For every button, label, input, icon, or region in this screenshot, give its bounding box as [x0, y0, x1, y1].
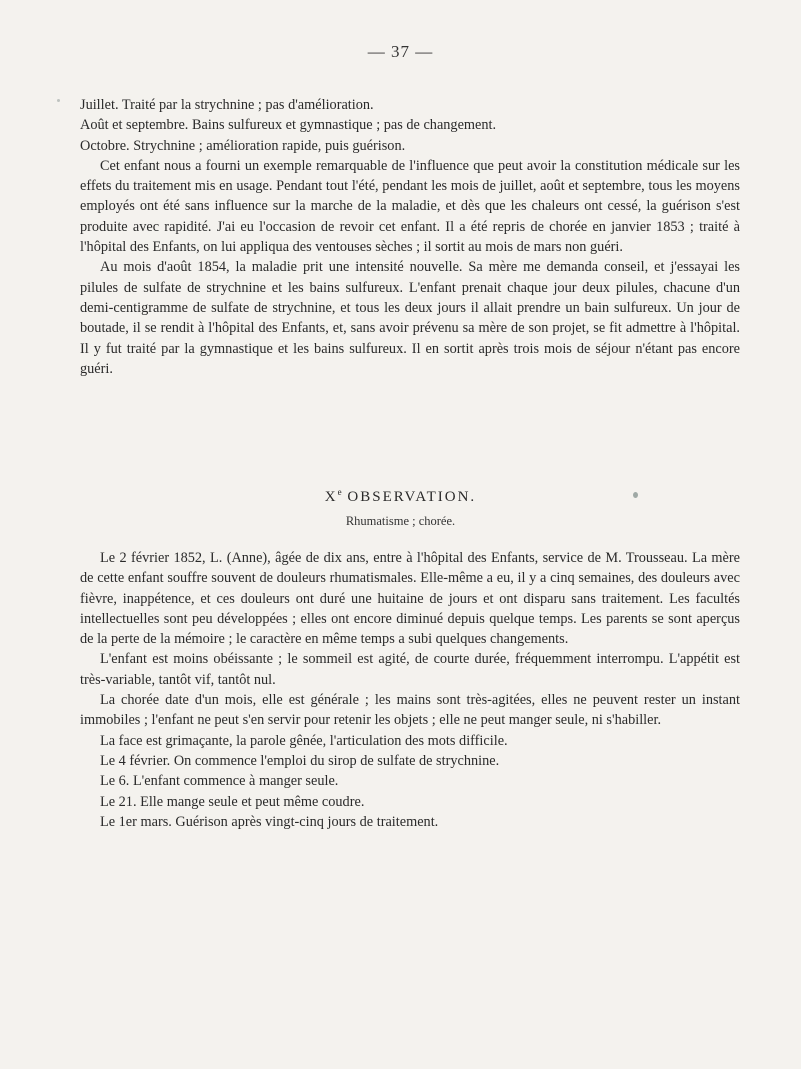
paragraph-aout-1854: Au mois d'août 1854, la maladie prit une intensité nouvelle. Sa mère me demanda conseil, et j'essayai les pilules de sulfate de strychnine et les bains sulfureux. L'enfant prenait chaque jour deux pilules, chacune d'un demi-centigramme de sulfate de strychnine, et tous les deux jours il allait prendre un bain sulfureux. Un jour de boutade, il se rendit à l'hôpital des Enfants, et, sans avoir prévenu sa mère de son projet, se fit admettre à l'hôpital. Il y fut traité par la gymnastique et les bains sulfureux. Il en sortit après trois mois de séjour n'étant pas encore guéri.	[80, 259, 740, 377]
observation-numeral-sup: e	[337, 487, 342, 497]
observation-title	[0, 487, 801, 506]
paragraph-sommeil: L'enfant est moins obéissante ; le sommeil est agité, de courte durée, fréquemment interrompu. L'appétit est très-variable, tantôt vif, tantôt nul.	[80, 651, 740, 688]
paragraph-juillet: Juillet. Traité par la strychnine ; pas d'amélioration.	[80, 97, 374, 113]
paragraph-6: Le 6. L'enfant commence à manger seule.	[100, 773, 339, 790]
paragraph-aout-septembre: Août et septembre. Bains sulfureux et gymnastique ; pas de changement.	[80, 117, 497, 134]
paragraph-admission: Le 2 février 1852, L. (Anne), âgée de dix ans, entre à l'hôpital des Enfants, service de M. Trousseau. La mère de cette enfant souffre souvent de douleurs rhumatismales. Elle-même a eu, il y a cinq semaines, des douleurs avec fièvre, inappétence, et ces douleurs ont duré une huitaine de jours et ont disparu sans traitement. Les facultés intellectuelles sont peu développées ; elles ont encore diminué depuis quelque temps. Les parents se sont aperçus de la perte de la mémoire ; le caractère en même temps a subi quelques changements.	[80, 550, 740, 648]
case-notes-top	[80, 95, 740, 379]
observation-numeral: X	[324, 489, 338, 505]
paragraph-face: La face est grimaçante, la parole gênée, l'articulation des mots difficile.	[100, 732, 508, 749]
paragraph-4-fevrier: Le 4 février. On commence l'emploi du sirop de sulfate de strychnine.	[100, 752, 500, 769]
page-number: — 37 —	[367, 42, 434, 61]
paragraph-constitution-medicale: Cet enfant nous a fourni un exemple remarquable de l'influence que peut avoir la constitution médicale sur les effets du traitement mis en usage. Pendant tout l'été, pendant les mois de juillet, août et septembre, tous les moyens employés ont été sans influence sur la marche de la maladie, et dès que les chaleurs ont cessé, la guérison s'est produite avec rapidité. J'ai eu l'occasion de revoir cet enfant. Il a été repris de chorée en janvier 1853 ; traité à l'hôpital des Enfants, on lui appliqua des ventouses sèches ; il sortit au mois de mars non guéri.	[80, 157, 740, 256]
paragraph-choree: La chorée date d'un mois, elle est générale ; les mains sont très-agitées, elles ne peuvent rester un instant immobiles ; l'enfant ne peut s'en servir pour retenir les objets ; elle ne peut manger seule, ni s'habiller.	[80, 692, 740, 729]
paragraph-21: Le 21. Elle mange seule et peut même coudre.	[100, 793, 365, 810]
case-notes-bottom	[80, 548, 740, 832]
observation-subtitle: Rhumatisme ; chorée.	[345, 514, 456, 528]
paragraph-octobre: Octobre. Strychnine ; amélioration rapide, puis guérison.	[80, 137, 406, 154]
observation-word: OBSERVATION.	[347, 489, 477, 505]
ink-speck	[633, 492, 638, 498]
ink-speck	[57, 99, 60, 102]
paragraph-1er-mars: Le 1er mars. Guérison après vingt-cinq jours de traitement.	[100, 813, 439, 830]
